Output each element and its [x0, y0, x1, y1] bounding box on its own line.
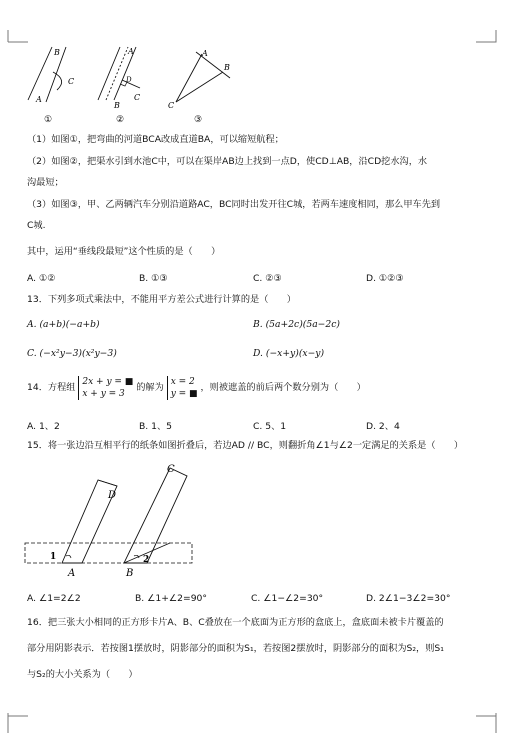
q14-solution-text: 的解为 — [136, 382, 164, 393]
q14-equation-2: x + y = 3 — [82, 389, 125, 399]
svg-text:D: D — [126, 76, 132, 84]
svg-text:B: B — [114, 101, 120, 110]
q14-option-a[interactable]: A. 1、2 — [27, 421, 60, 432]
q13-option-c[interactable]: C. (−x²y−3)(x²y−3) — [27, 348, 117, 359]
statement-2-line-1: （2）如图②，把渠水引到水池C中，可以在渠岸AB边上找到一点D，使CD⊥AB，沿CD挖水沟，水 — [27, 156, 428, 167]
q14-equation-system — [78, 376, 133, 400]
svg-text:A: A — [202, 49, 208, 58]
label-angle-1: 1 — [50, 552, 57, 562]
statement-1: （1）如图①，把弯曲的河道BCA改成直道BA，可以缩短航程； — [27, 134, 284, 145]
statement-2-line-2: 沟最短； — [27, 177, 64, 188]
figure-1-river — [28, 47, 74, 104]
figure-2-label: ② — [116, 115, 125, 125]
q15-option-c[interactable]: C. ∠1−∠2=30° — [251, 593, 324, 604]
q14-equation-1: 2x + y = ■ — [82, 377, 134, 387]
figure-1-label: ① — [44, 115, 53, 125]
question-15-stem: 15．将一张边沿互相平行的纸条如图折叠后，若边AD // BC，则翻折角∠1与∠2一定满足的关系是（ ） — [27, 440, 464, 451]
q14-tail: ，则被遮盖的前后两个数分别为（ ） — [200, 382, 366, 393]
svg-text:A: A — [128, 47, 134, 56]
q14-solution-x: x = 2 — [170, 377, 195, 387]
question-16-line-2: 部分用阴影表示．若按图1摆放时，阴影部分的面积为S₁，若按图2摆放时，阴影部分的面积为S₂，则S₁ — [27, 643, 444, 654]
svg-text:B: B — [54, 48, 60, 57]
q14-option-d[interactable]: D. 2、4 — [366, 421, 400, 432]
q15-option-d[interactable]: D. 2∠1−3∠2=30° — [366, 593, 451, 604]
q14-number: 14．方程组 — [27, 382, 76, 393]
question-16-line-3: 与S₂的大小关系为（ ） — [27, 669, 138, 680]
q12-option-d[interactable]: D. ①②③ — [366, 273, 404, 284]
statement-3-line-2: C城. — [27, 220, 46, 231]
q15-option-b[interactable]: B. ∠1+∠2=90° — [135, 593, 207, 604]
figure-river-canal-roads — [16, 42, 276, 130]
figure-3-roads — [168, 49, 230, 110]
q13-option-d[interactable]: D. (−x+y)(x−y) — [253, 348, 325, 359]
figure-3-label: ③ — [194, 115, 203, 125]
question-13-stem: 13．下列多项式乘法中，不能用平方差公式进行计算的是（ ） — [27, 294, 296, 305]
q12-option-c[interactable]: C. ②③ — [253, 273, 282, 284]
q13-option-b[interactable]: B. (5a+2c)(5a−2c) — [253, 319, 340, 330]
question-12-prompt: 其中，运用“垂线段最短”这个性质的是（ ） — [27, 246, 221, 257]
svg-text:C: C — [134, 93, 141, 102]
label-b: B — [126, 568, 134, 579]
figure-2-canal — [98, 47, 140, 110]
svg-text:A: A — [36, 95, 42, 104]
q14-option-b[interactable]: B. 1、5 — [139, 421, 173, 432]
q14-solution-system — [167, 376, 198, 400]
q12-option-a[interactable]: A. ①② — [27, 273, 56, 284]
label-angle-2: 2 — [143, 555, 150, 565]
label-c: C — [167, 464, 175, 475]
svg-text:B: B — [224, 63, 230, 72]
q14-solution-y: y = ■ — [170, 389, 198, 399]
statement-3-line-1: （3）如图③，甲、乙两辆汽车分别沿道路AC，BC同时出发开往C城，若两车速度相同，那么甲车先到 — [27, 199, 441, 210]
question-14-stem — [27, 376, 366, 406]
q15-option-a[interactable]: A. ∠1=2∠2 — [27, 593, 81, 604]
q12-option-b[interactable]: B. ①③ — [139, 273, 168, 284]
svg-text:C: C — [68, 77, 75, 86]
q14-option-c[interactable]: C. 5、1 — [253, 421, 287, 432]
label-d: D — [108, 490, 117, 501]
figure-folded-strip — [22, 458, 212, 583]
question-16-line-1: 16．把三张大小相同的正方形卡片A、B、C叠放在一个底面为正方形的盒底上，盒底面未被卡片覆盖的 — [27, 617, 444, 628]
q13-option-a[interactable]: A. (a+b)(−a+b) — [27, 319, 100, 330]
label-a: A — [68, 568, 76, 579]
svg-text:C: C — [168, 101, 175, 110]
